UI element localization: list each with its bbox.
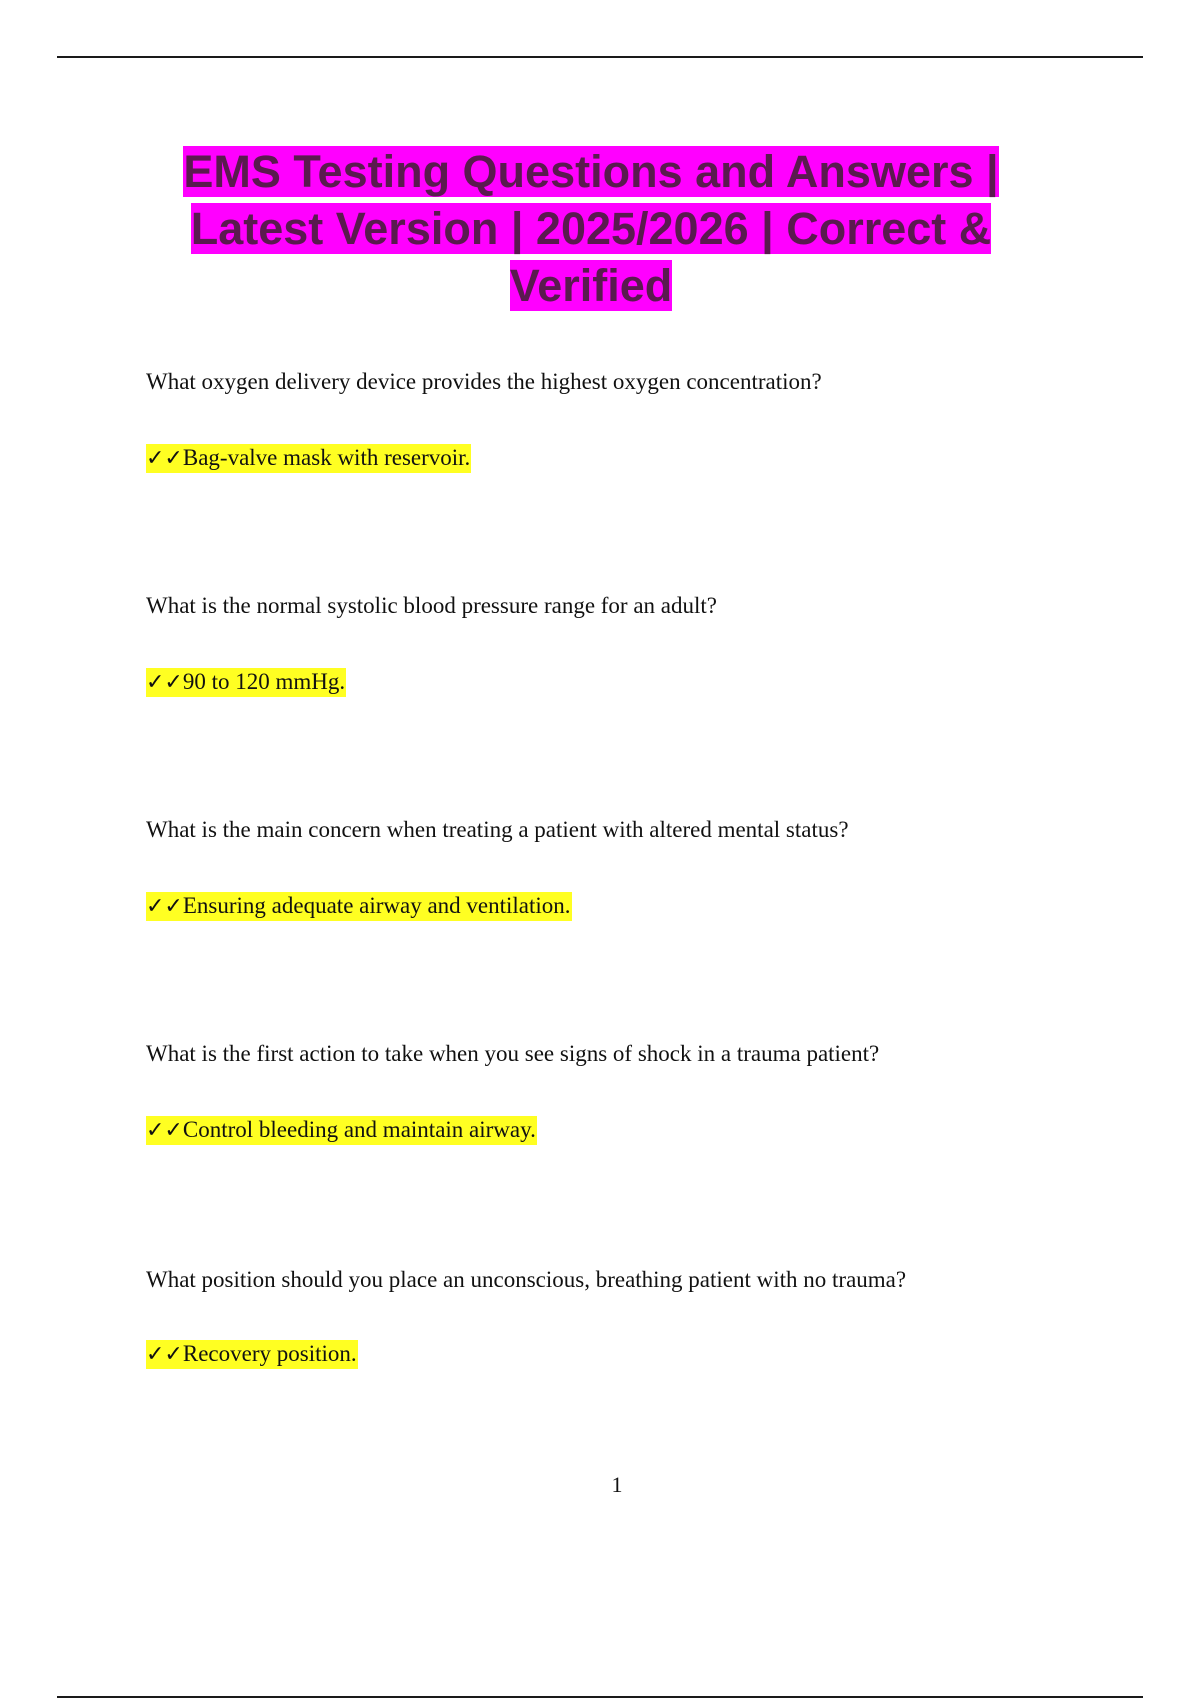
answer-text: Recovery position. xyxy=(182,1341,357,1366)
answer-highlight xyxy=(146,1116,537,1145)
question-text: What is the normal systolic blood pressure range for an adult? xyxy=(146,593,718,618)
double-check-icon: ✓✓ xyxy=(146,1118,183,1143)
footer-rule xyxy=(57,1696,1143,1698)
question-text: What is the main concern when treating a patient with altered mental status? xyxy=(146,817,849,842)
answer-text: Control bleeding and maintain airway. xyxy=(182,1117,536,1142)
question-text: What oxygen delivery device provides the highest oxygen concentration? xyxy=(146,369,822,394)
document-title: EMS Testing Questions and Answers | Latest Version | 2025/2026 | Correct & Verified xyxy=(183,146,999,311)
question-text: What is the first action to take when you see signs of shock in a trauma patient? xyxy=(146,1041,880,1066)
double-check-icon: ✓✓ xyxy=(146,670,183,695)
answer-highlight xyxy=(146,444,471,473)
page-number: 1 xyxy=(611,1472,623,1497)
question-text: What position should you place an unconscious, breathing patient with no trauma? xyxy=(146,1267,907,1292)
title-block xyxy=(120,143,1062,314)
answer-highlight xyxy=(146,1340,358,1369)
header-rule xyxy=(57,56,1143,58)
double-check-icon: ✓✓ xyxy=(146,894,183,919)
answer-text: Bag-valve mask with reservoir. xyxy=(182,445,471,470)
double-check-icon: ✓✓ xyxy=(146,446,183,471)
answer-highlight xyxy=(146,668,346,697)
answer-text: Ensuring adequate airway and ventilation. xyxy=(182,893,571,918)
double-check-icon: ✓✓ xyxy=(146,1342,183,1367)
answer-text: 90 to 120 mmHg. xyxy=(182,669,346,694)
answer-highlight xyxy=(146,892,572,921)
